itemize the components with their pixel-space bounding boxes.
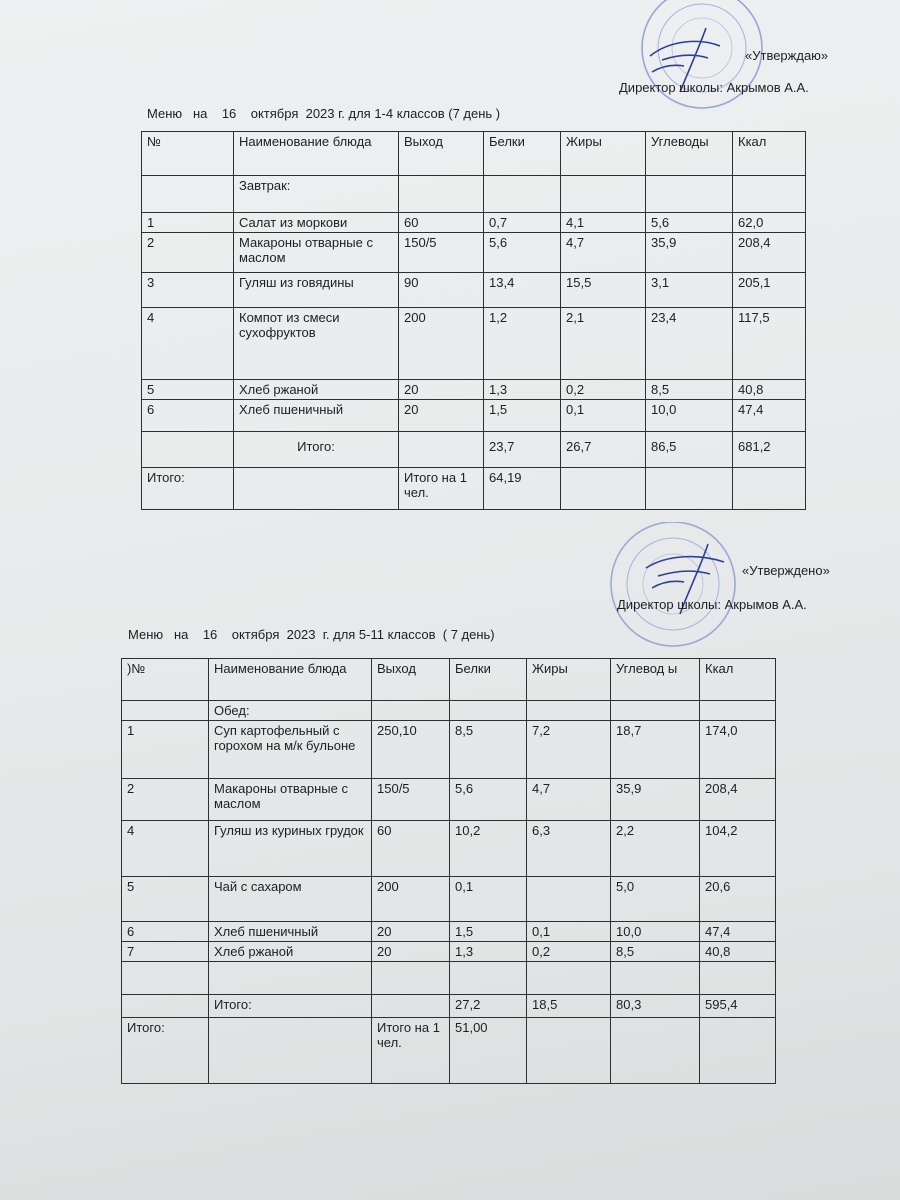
carbohydrates: 2,2 (611, 821, 700, 877)
total-proteins: 27,2 (450, 995, 527, 1018)
row-number: 4 (142, 308, 234, 380)
row-number: 6 (122, 922, 209, 942)
row-number: 7 (122, 942, 209, 962)
table-row (122, 779, 776, 821)
total-carbohydrates: 80,3 (611, 995, 700, 1018)
cost-label: Итого: (142, 468, 234, 510)
calories: 174,0 (700, 721, 776, 779)
portion-output: 60 (399, 213, 484, 233)
table-header-row (122, 659, 776, 701)
table-header-row (142, 132, 806, 176)
table-row (122, 942, 776, 962)
total-carbohydrates: 86,5 (646, 432, 733, 468)
dish-name: Суп картофельный с горохом на м/к бульоне (209, 721, 372, 779)
carbohydrates: 8,5 (611, 942, 700, 962)
header-cell: Выход (399, 132, 484, 176)
carbohydrates: 8,5 (646, 380, 733, 400)
meal-row (122, 701, 776, 721)
dish-name: Гуляш из куриных грудок (209, 821, 372, 877)
fats: 7,2 (527, 721, 611, 779)
cost-per-person: 64,19 (484, 468, 561, 510)
proteins: 0,7 (484, 213, 561, 233)
row-number: 5 (142, 380, 234, 400)
fats: 4,1 (561, 213, 646, 233)
dish-name: Хлеб ржаной (209, 942, 372, 962)
header-cell: Углеводы (646, 132, 733, 176)
dish-name: Макароны отварные с маслом (234, 233, 399, 273)
proteins: 1,2 (484, 308, 561, 380)
row-number: 2 (142, 233, 234, 273)
total-calories: 595,4 (700, 995, 776, 1018)
row-number: 4 (122, 821, 209, 877)
carbohydrates: 10,0 (611, 922, 700, 942)
portion-output: 20 (372, 942, 450, 962)
total-label: Итого: (234, 432, 399, 468)
proteins: 5,6 (450, 779, 527, 821)
fats: 0,1 (561, 400, 646, 432)
menu-table-grades-5-11 (121, 658, 776, 1084)
calories: 117,5 (733, 308, 806, 380)
table-row (142, 233, 806, 273)
header-cell: Ккал (733, 132, 806, 176)
header-cell: Белки (450, 659, 527, 701)
proteins: 1,3 (484, 380, 561, 400)
dish-name: Чай с сахаром (209, 877, 372, 922)
menu-title: Меню на 16 октября 2023 г. для 5-11 классов ( 7 день) (128, 627, 495, 642)
portion-output: 20 (399, 380, 484, 400)
header-cell: Жиры (561, 132, 646, 176)
meal-row (142, 176, 806, 213)
dish-name: Хлеб пшеничный (209, 922, 372, 942)
carbohydrates: 3,1 (646, 273, 733, 308)
calories: 62,0 (733, 213, 806, 233)
table-row (122, 721, 776, 779)
header-cell: )№ (122, 659, 209, 701)
fats: 2,1 (561, 308, 646, 380)
table-row (122, 877, 776, 922)
header-cell: Жиры (527, 659, 611, 701)
fats: 4,7 (527, 779, 611, 821)
portion-output: 150/5 (372, 779, 450, 821)
calories: 47,4 (700, 922, 776, 942)
total-calories: 681,2 (733, 432, 806, 468)
carbohydrates: 5,0 (611, 877, 700, 922)
total-row (142, 432, 806, 468)
carbohydrates: 35,9 (646, 233, 733, 273)
proteins: 10,2 (450, 821, 527, 877)
carbohydrates: 5,6 (646, 213, 733, 233)
director-line: Директор школы: Акрымов А.А. (619, 80, 809, 95)
row-number: 3 (142, 273, 234, 308)
portion-output: 20 (372, 922, 450, 942)
menu-title: Меню на 16 октября 2023 г. для 1-4 классов (7 день ) (147, 106, 501, 121)
portion-output: 200 (372, 877, 450, 922)
dish-name: Хлеб ржаной (234, 380, 399, 400)
table-row (142, 273, 806, 308)
proteins: 1,5 (484, 400, 561, 432)
total-proteins: 23,7 (484, 432, 561, 468)
carbohydrates: 10,0 (646, 400, 733, 432)
dish-name: Гуляш из говядины (234, 273, 399, 308)
calories: 205,1 (733, 273, 806, 308)
fats: 0,2 (561, 380, 646, 400)
table-row (142, 213, 806, 233)
portion-output: 200 (399, 308, 484, 380)
portion-output: 150/5 (399, 233, 484, 273)
row-number: 2 (122, 779, 209, 821)
cost-row (142, 468, 806, 510)
cost-row (122, 1018, 776, 1084)
portion-output: 60 (372, 821, 450, 877)
fats: 4,7 (561, 233, 646, 273)
meal-label: Завтрак: (234, 176, 399, 213)
dish-name: Компот из смеси сухофруктов (234, 308, 399, 380)
proteins: 8,5 (450, 721, 527, 779)
table-row (122, 922, 776, 942)
row-number: 5 (122, 877, 209, 922)
header-cell: Наименование блюда (234, 132, 399, 176)
calories: 208,4 (733, 233, 806, 273)
table-row (122, 821, 776, 877)
approval-label: «Утверждаю» (745, 48, 829, 63)
row-number: 1 (122, 721, 209, 779)
total-row (122, 995, 776, 1018)
fats: 15,5 (561, 273, 646, 308)
director-line: Директор школы: Акрымов А.А. (617, 597, 807, 612)
proteins: 0,1 (450, 877, 527, 922)
total-fats: 18,5 (527, 995, 611, 1018)
total-label: Итого: (209, 995, 372, 1018)
portion-output: 20 (399, 400, 484, 432)
calories: 40,8 (733, 380, 806, 400)
cost-label: Итого: (122, 1018, 209, 1084)
empty-row (122, 962, 776, 995)
per-person-label: Итого на 1 чел. (399, 468, 484, 510)
meal-label: Обед: (209, 701, 372, 721)
calories: 20,6 (700, 877, 776, 922)
fats (527, 877, 611, 922)
header-cell: Белки (484, 132, 561, 176)
header-cell: Наименование блюда (209, 659, 372, 701)
portion-output: 90 (399, 273, 484, 308)
row-number: 6 (142, 400, 234, 432)
row-number: 1 (142, 213, 234, 233)
header-cell: Углевод ы (611, 659, 700, 701)
calories: 208,4 (700, 779, 776, 821)
dish-name: Макароны отварные с маслом (209, 779, 372, 821)
approval-label: «Утверждено» (742, 563, 830, 578)
per-person-label: Итого на 1 чел. (372, 1018, 450, 1084)
total-fats: 26,7 (561, 432, 646, 468)
carbohydrates: 23,4 (646, 308, 733, 380)
proteins: 5,6 (484, 233, 561, 273)
calories: 104,2 (700, 821, 776, 877)
calories: 40,8 (700, 942, 776, 962)
proteins: 13,4 (484, 273, 561, 308)
cost-per-person: 51,00 (450, 1018, 527, 1084)
dish-name: Салат из моркови (234, 213, 399, 233)
proteins: 1,3 (450, 942, 527, 962)
portion-output: 250,10 (372, 721, 450, 779)
fats: 0,1 (527, 922, 611, 942)
menu-table-grades-1-4 (141, 131, 806, 510)
header-cell: № (142, 132, 234, 176)
header-cell: Ккал (700, 659, 776, 701)
dish-name: Хлеб пшеничный (234, 400, 399, 432)
calories: 47,4 (733, 400, 806, 432)
proteins: 1,5 (450, 922, 527, 942)
table-row (142, 308, 806, 380)
carbohydrates: 18,7 (611, 721, 700, 779)
table-row (142, 400, 806, 432)
fats: 6,3 (527, 821, 611, 877)
fats: 0,2 (527, 942, 611, 962)
table-row (142, 380, 806, 400)
header-cell: Выход (372, 659, 450, 701)
carbohydrates: 35,9 (611, 779, 700, 821)
